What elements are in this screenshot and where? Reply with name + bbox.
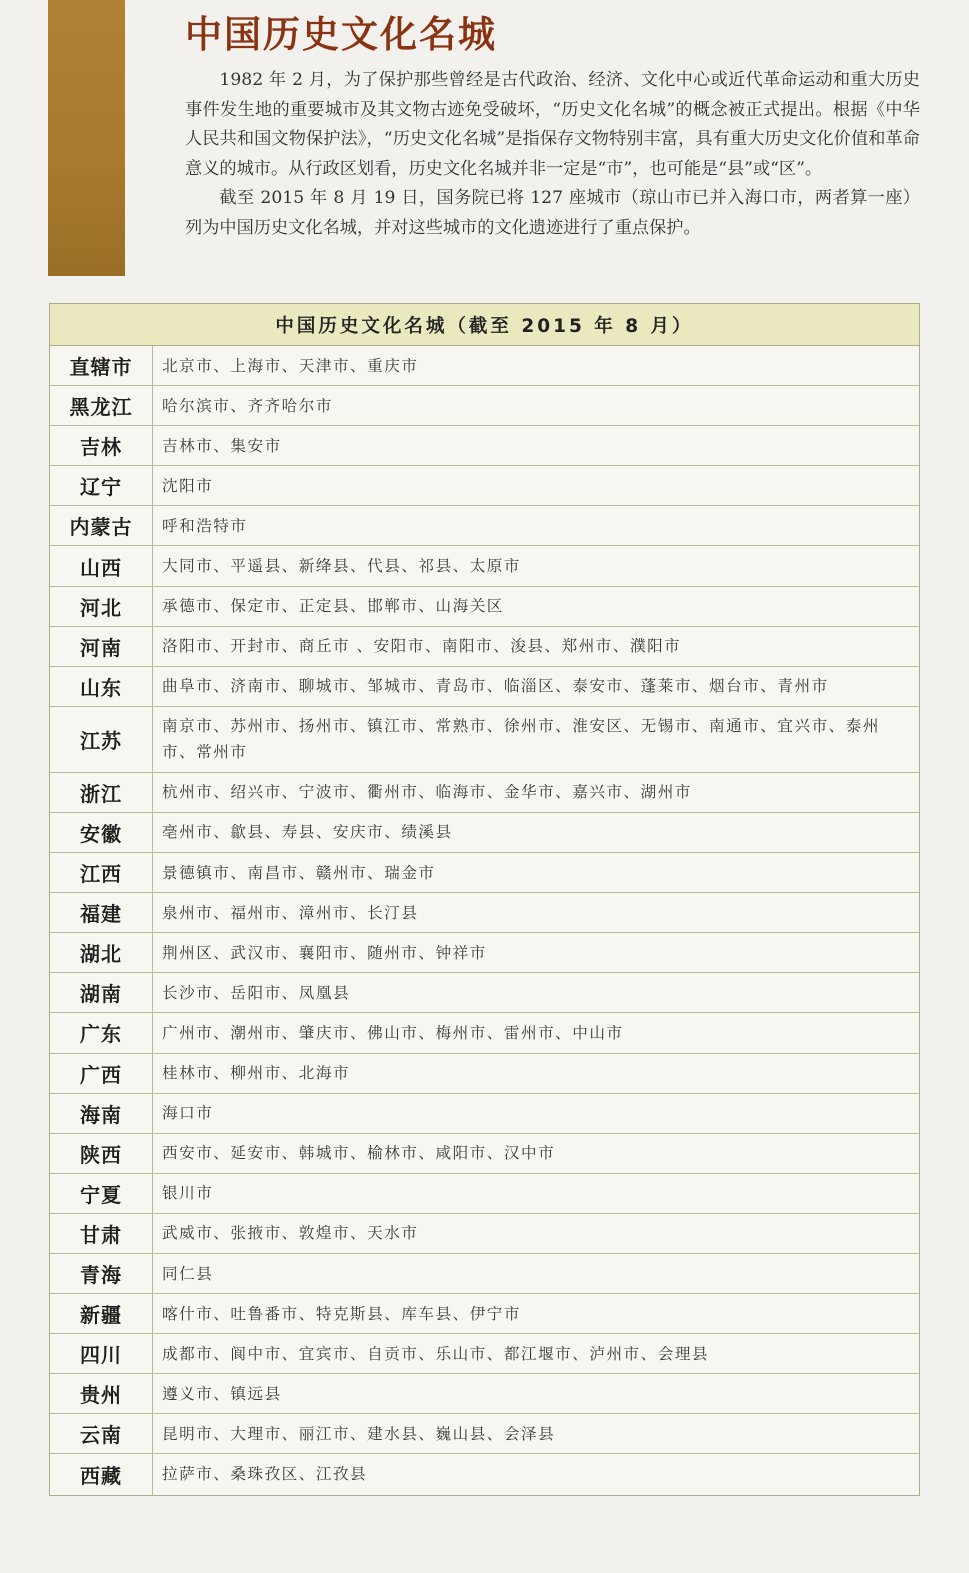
province-cell: 海南	[50, 1094, 153, 1133]
cities-cell: 吉林市、集安市	[162, 436, 282, 455]
table-row	[50, 1334, 919, 1374]
province-cell: 黑龙江	[50, 386, 153, 425]
table-caption: 中国历史文化名城（截至 2015 年 8 月）	[50, 304, 919, 346]
province-cell: 四川	[50, 1334, 153, 1373]
table-row	[50, 893, 919, 933]
cities-cell: 喀什市、吐鲁番市、特克斯县、库车县、伊宁市	[162, 1304, 521, 1323]
cities-cell: 亳州市、歙县、寿县、安庆市、绩溪县	[162, 823, 453, 842]
accent-bar	[48, 0, 125, 276]
province-cell: 广东	[50, 1013, 153, 1052]
table-row	[50, 1013, 919, 1053]
province-cell: 甘肃	[50, 1214, 153, 1253]
province-cell: 云南	[50, 1414, 153, 1453]
province-cell: 湖北	[50, 933, 153, 972]
table-row	[50, 813, 919, 853]
province-cell: 湖南	[50, 973, 153, 1012]
intro-paragraph-2: 截至 2015 年 8 月 19 日，国务院已将 127 座城市（琼山市已并入海口市，两者算一座）列为中国历史文化名城，并对这些城市的文化遗迹进行了重点保护。	[185, 188, 920, 238]
province-cell: 河南	[50, 627, 153, 666]
cities-cell: 北京市、上海市、天津市、重庆市	[162, 356, 419, 375]
table-row	[50, 1254, 919, 1294]
province-cell: 安徽	[50, 813, 153, 852]
cities-cell: 成都市、阆中市、宜宾市、自贡市、乐山市、都江堰市、泸州市、会理县	[162, 1344, 710, 1363]
cities-cell: 洛阳市、开封市、商丘市 、安阳市、南阳市、浚县、郑州市、濮阳市	[162, 637, 682, 656]
cities-cell: 泉州市、福州市、漳州市、长汀县	[162, 903, 419, 922]
table-row	[50, 853, 919, 893]
cities-cell: 同仁县	[162, 1264, 214, 1283]
table-row	[50, 1374, 919, 1414]
cities-cell: 呼和浩特市	[162, 516, 248, 535]
province-cell: 江西	[50, 853, 153, 892]
province-cell: 陕西	[50, 1134, 153, 1173]
table-row	[50, 426, 919, 466]
table-row	[50, 546, 919, 586]
cities-cell: 武威市、张掖市、敦煌市、天水市	[162, 1224, 419, 1243]
cities-cell: 荆州区、武汉市、襄阳市、随州市、钟祥市	[162, 943, 487, 962]
province-cell: 吉林	[50, 426, 153, 465]
cities-cell: 遵义市、镇远县	[162, 1384, 282, 1403]
table-row	[50, 707, 919, 773]
table-row	[50, 1214, 919, 1254]
table-row	[50, 587, 919, 627]
province-cell: 内蒙古	[50, 506, 153, 545]
province-cell: 青海	[50, 1254, 153, 1293]
province-cell: 直辖市	[50, 346, 153, 385]
cities-cell: 景德镇市、南昌市、赣州市、瑞金市	[162, 863, 436, 882]
cities-cell: 沈阳市	[162, 476, 214, 495]
cities-cell: 大同市、平遥县、新绛县、代县、祁县、太原市	[162, 557, 521, 576]
province-cell: 广西	[50, 1054, 153, 1093]
cities-cell: 西安市、延安市、韩城市、榆林市、咸阳市、汉中市	[162, 1144, 556, 1163]
province-cell: 河北	[50, 587, 153, 626]
table-row	[50, 627, 919, 667]
province-cell: 宁夏	[50, 1174, 153, 1213]
cities-cell: 拉萨市、桑珠孜区、江孜县	[162, 1465, 368, 1484]
province-cell: 山西	[50, 546, 153, 585]
table-row	[50, 1094, 919, 1134]
province-cell: 新疆	[50, 1294, 153, 1333]
table-row	[50, 346, 919, 386]
page-title: 中国历史文化名城	[185, 13, 497, 56]
table-row	[50, 973, 919, 1013]
cities-cell: 银川市	[162, 1184, 214, 1203]
cities-cell: 广州市、潮州市、肇庆市、佛山市、梅州市、雷州市、中山市	[162, 1023, 624, 1042]
cities-cell: 哈尔滨市、齐齐哈尔市	[162, 396, 333, 415]
cities-table	[49, 303, 920, 1496]
cities-cell: 南京市、苏州市、扬州市、镇江市、常熟市、徐州市、淮安区、无锡市、南通市、宜兴市、泰州市、常州市	[162, 717, 880, 762]
province-cell: 浙江	[50, 773, 153, 812]
intro-text	[185, 66, 920, 244]
province-cell: 贵州	[50, 1374, 153, 1413]
cities-cell: 昆明市、大理市、丽江市、建水县、巍山县、会泽县	[162, 1424, 556, 1443]
province-cell: 辽宁	[50, 466, 153, 505]
table-row	[50, 1454, 919, 1494]
table-row	[50, 773, 919, 813]
table-row	[50, 506, 919, 546]
province-cell: 山东	[50, 667, 153, 706]
province-cell: 西藏	[50, 1454, 153, 1494]
table-row	[50, 1174, 919, 1214]
table-row	[50, 466, 919, 506]
intro-paragraph-1: 1982 年 2 月，为了保护那些曾经是古代政治、经济、文化中心或近代革命运动和重大历史事件发生地的重要城市及其文物古迹免受破坏，“历史文化名城”的概念被正式提出。根据《中华人民共和国文物保护法》，“历史文化名城”是指保存文物特别丰富，具有重大历史文化价值和革命意义的城市。从行政区划看，历史文化名城并非一定是“市”，也可能是“县”或“区”。	[185, 70, 920, 179]
table-row	[50, 1134, 919, 1174]
cities-cell: 桂林市、柳州市、北海市	[162, 1064, 351, 1083]
province-cell: 福建	[50, 893, 153, 932]
cities-cell: 承德市、保定市、正定县、邯郸市、山海关区	[162, 597, 504, 616]
table-row	[50, 1294, 919, 1334]
table-row	[50, 667, 919, 707]
table-row	[50, 933, 919, 973]
table-row	[50, 1054, 919, 1094]
table-body	[50, 346, 919, 1495]
table-row	[50, 386, 919, 426]
province-cell: 江苏	[50, 707, 153, 772]
cities-cell: 长沙市、岳阳市、凤凰县	[162, 983, 351, 1002]
cities-cell: 海口市	[162, 1104, 214, 1123]
table-row	[50, 1414, 919, 1454]
cities-cell: 曲阜市、济南市、聊城市、邹城市、青岛市、临淄区、泰安市、蓬莱市、烟台市、青州市	[162, 677, 829, 696]
cities-cell: 杭州市、绍兴市、宁波市、衢州市、临海市、金华市、嘉兴市、湖州市	[162, 783, 692, 802]
